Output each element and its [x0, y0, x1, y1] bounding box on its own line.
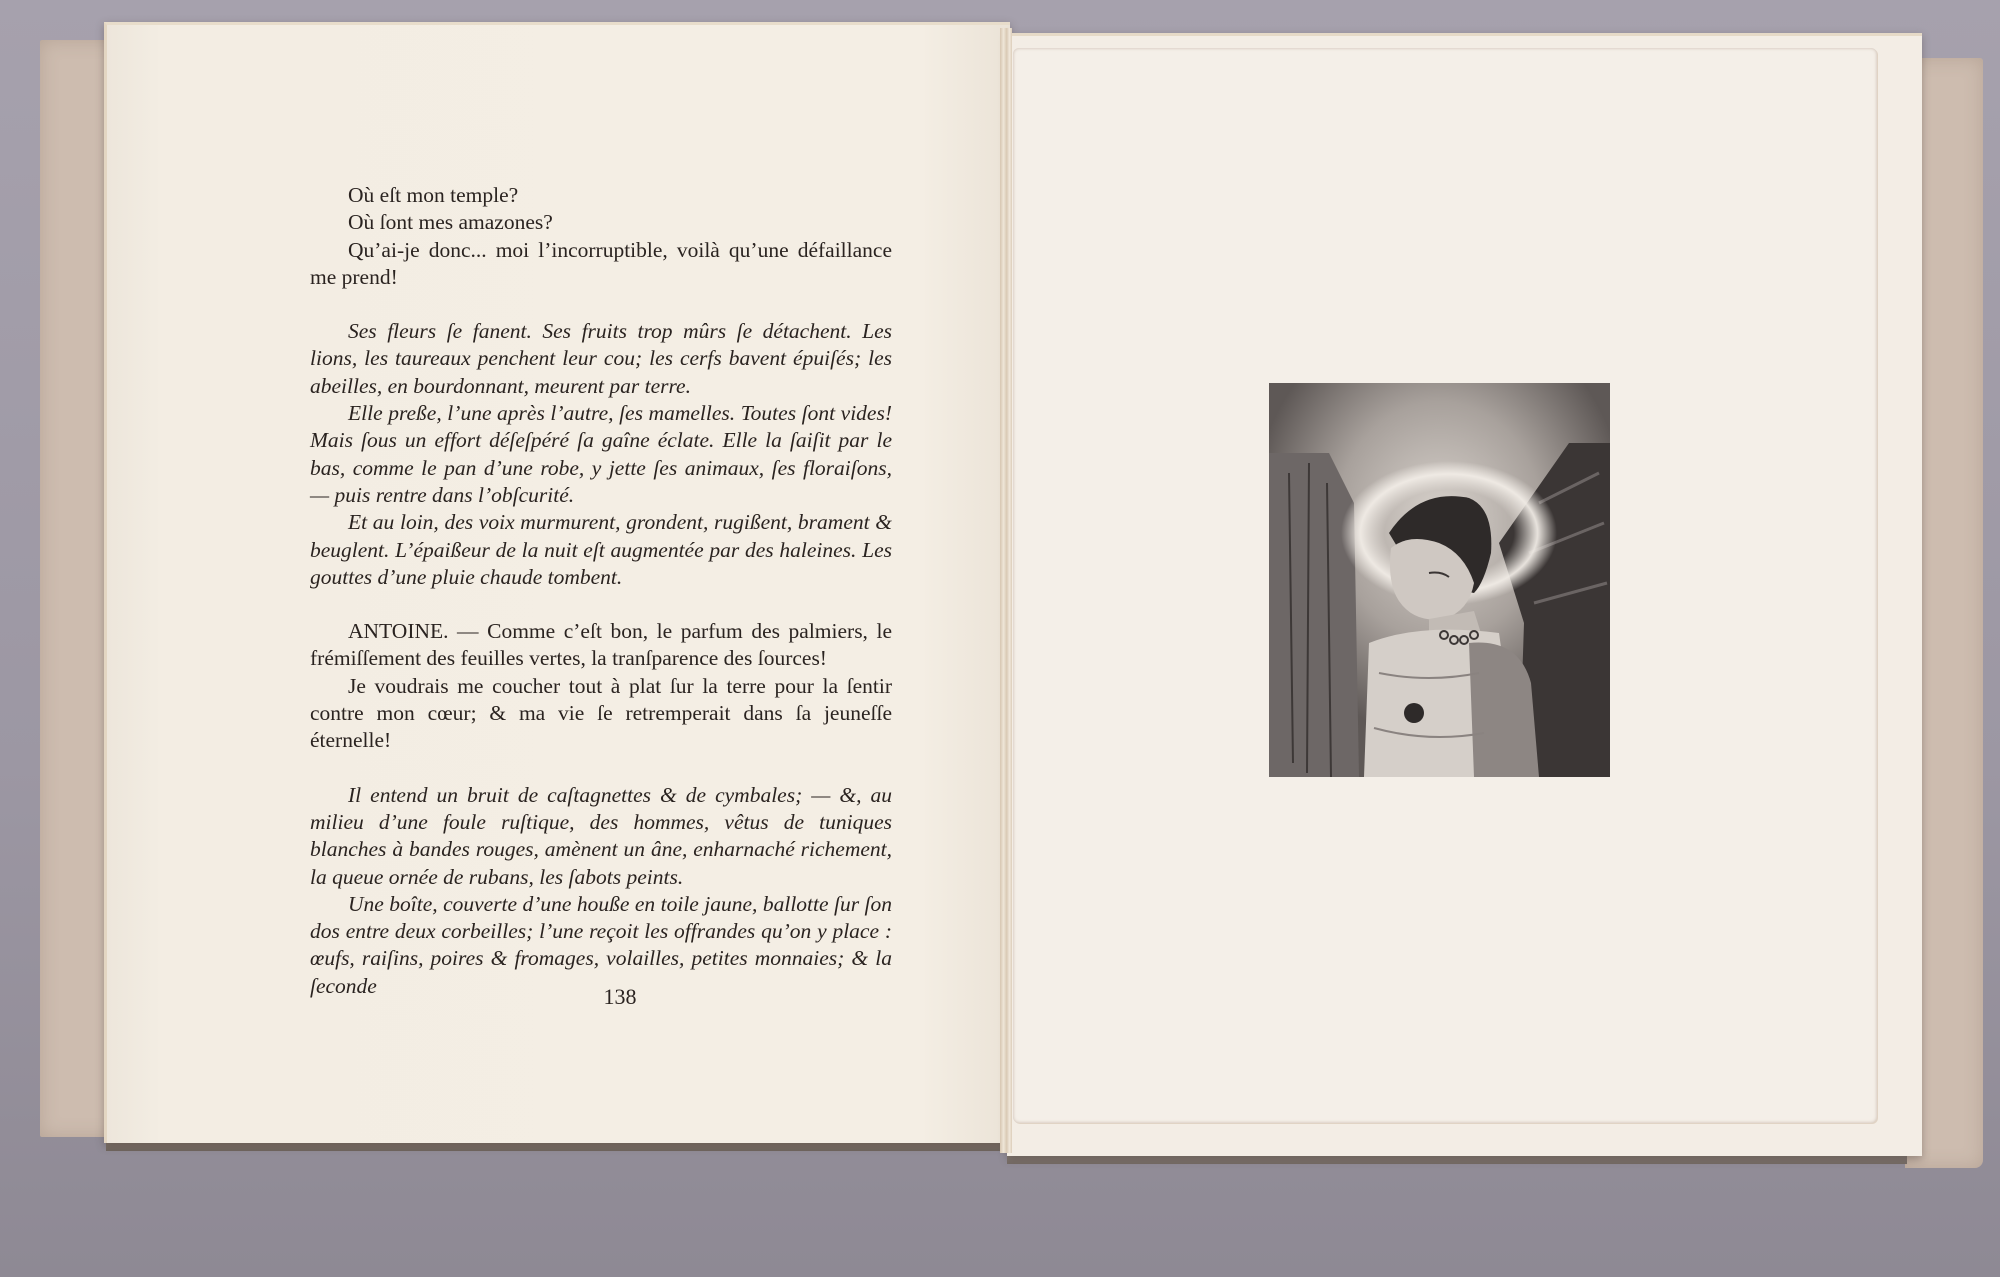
stage-direction: Elle preße, l’une après l’autre, ſes mamelles. Toutes ſont vides! Mais ſous un effort déſeſpéré ſa gaîne éclate. Elle la ſaiſit par le bas, comme le pan d’une robe, y jette ſes animaux, ſes floraiſons, — puis rentre dans l’obſcurité. — [310, 401, 892, 507]
stage-direction: Et au loin, des voix murmurent, grondent, rugißent, brament & beuglent. L’épaißeur de la nuit eſt augmentée par des haleines. Les gouttes d’une pluie chaude tombent. — [310, 510, 892, 589]
book-gutter — [1000, 28, 1012, 1153]
page-number: 138 — [603, 984, 637, 1009]
dialogue-antoine: ANTOINE. — Comme c’eſt bon, le parfum des palmiers, le frémiſſement des feuilles vertes, la tranſparence des ſources! — [310, 619, 892, 671]
etching-illustration-icon — [1269, 383, 1610, 777]
text-line-amazones: Où ſont mes amazones? — [348, 210, 553, 235]
stage-direction: Ses fleurs ſe fanent. Ses fruits trop mûrs ſe détachent. Les lions, les taureaux penchent leur cou; les cerfs bavent épuiſés; les abeilles, en bourdonnant, meurent par terre. — [310, 319, 892, 398]
stage-direction: Une boîte, couverte d’une houße en toile jaune, ballotte ſur ſon dos entre deux corbeilles; l’une reçoit les offrandes qu’on y place : œufs, raiſins, poires & fromages, volailles, petites monnaies; & la ſeconde — [310, 891, 892, 998]
page-text — [310, 182, 892, 1000]
text-line-temple: Où eſt mon temple? — [348, 183, 519, 207]
stage-direction: Il entend un bruit de caſtagnettes & de cymbales; — &, au milieu d’une foule ruſtique, des hommes, vêtus de tuniques blanches à bandes rouges, amènent un âne, enharnaché richement, la queue ornée de rubans, les ſabots peints. — [310, 782, 892, 889]
dialogue-antoine: Je voudrais me coucher tout à plat ſur la terre pour la ſentir contre mon cœur; & ma vie ſe retremperait dans ſa jeuneſſe éternelle! — [310, 673, 892, 753]
text-paragraph: Qu’ai-je donc... moi l’incorruptible, voilà qu’une défaillance me prend! — [310, 237, 892, 289]
